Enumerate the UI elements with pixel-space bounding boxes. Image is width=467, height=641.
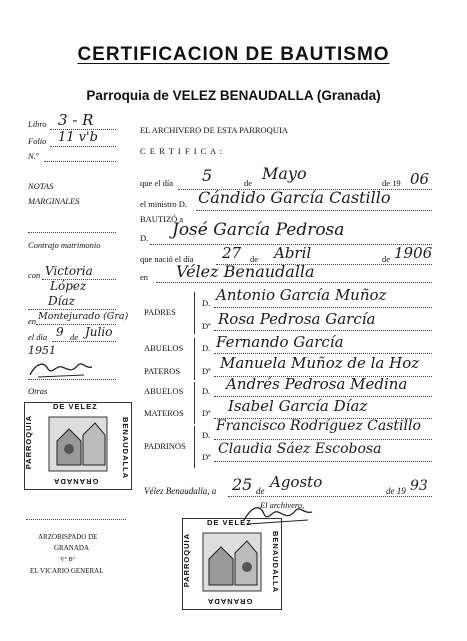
con-label: con: [28, 270, 41, 280]
archivero-heading: EL ARCHIVERO DE ESTA PARROQUIA: [140, 125, 288, 135]
ministro-label: el ministro D.: [140, 199, 187, 209]
mother-prefix: Dª: [202, 321, 211, 331]
child-name: José García Pedrosa: [172, 220, 345, 240]
spouse-surname-2: Díaz: [48, 294, 75, 308]
notas-label: NOTAS: [28, 181, 54, 191]
date-month: Agosto: [270, 473, 323, 491]
marriage-month: Julio: [85, 325, 113, 339]
paternal-grandfather: Fernando García: [216, 333, 344, 351]
birth-year: 1906: [394, 244, 433, 262]
nacio-label: que nació el día: [140, 254, 194, 264]
father-prefix: D.: [202, 298, 211, 308]
granada-label: GRANADA: [54, 544, 89, 552]
godmother-prefix: Dª: [202, 452, 211, 462]
certifica-heading: C E R T I F I C A :: [140, 146, 224, 156]
date-year: 93: [410, 478, 428, 494]
parish-name: Parroquia de VELEZ BENAUDALLA (Granada): [86, 88, 381, 103]
date-prefix: Vélez Benaudalla, a: [144, 486, 217, 496]
mother-name: Rosa Pedrosa García: [218, 310, 376, 328]
minister-name: Cándido García Castillo: [198, 188, 391, 207]
father-name: Antonio García Muñoz: [216, 286, 387, 304]
dia-label: el día: [28, 332, 48, 342]
archbishopric-label: ARZOBISPADO DE: [38, 533, 98, 541]
abuelos-paternos-label: ABUELOS: [144, 343, 184, 353]
godfather-name: Francisco Rodríguez Castillo: [216, 418, 421, 434]
vb-label: Vº Bº: [60, 556, 75, 563]
spouse-first-name: Victoria: [45, 264, 93, 278]
de-label-4: de: [382, 254, 391, 264]
date-de19: de 19: [386, 486, 406, 496]
baptism-year: 06: [410, 170, 430, 188]
materos-label: MATEROS: [144, 408, 184, 418]
archivero-signature-label: El archivero,: [260, 500, 305, 510]
de-label-1: de: [244, 178, 253, 188]
spouse-surname-1: López: [50, 279, 87, 293]
abuelos-maternos-label: ABUELOS: [144, 386, 184, 396]
de-label: de: [70, 332, 79, 342]
de-label-3: de: [250, 254, 259, 264]
mat-gf-prefix: D.: [202, 386, 211, 396]
parish-seal-left: DE VELEZ BENAUDALLA PARROQUIA GRANADA: [24, 402, 132, 490]
marriage-year: 1951: [28, 344, 56, 357]
birth-day: 27: [222, 244, 242, 262]
godfather-prefix: D.: [202, 430, 211, 440]
birth-month: Abril: [274, 244, 312, 262]
marriage-place: Montejurado (Gra): [38, 311, 129, 322]
parish-seal-bottom: DE VELEZ BENAUDALLA PARROQUIA GRANADA: [182, 518, 282, 610]
baptism-day: 5: [202, 166, 213, 185]
date-day: 25: [232, 475, 253, 494]
number-label: N.º: [28, 151, 39, 161]
folio-value: 11 v'b: [58, 130, 98, 145]
padres-label: PADRES: [144, 307, 176, 317]
de19-label: de 19: [382, 178, 401, 188]
pat-gf-prefix: D.: [202, 343, 211, 353]
otras-label: Otras: [28, 386, 48, 396]
paternal-grandmother: Manuela Muñoz de la Hoz: [220, 354, 420, 372]
godmother-name: Claudia Sáez Escobosa: [218, 441, 382, 457]
maternal-grandmother: Isabel García Díaz: [228, 397, 368, 415]
folio-label: Folio: [28, 136, 47, 146]
child-d-label: D.: [140, 233, 149, 243]
que-el-dia-label: que el día: [140, 178, 174, 188]
baptism-month: Mayo: [262, 164, 307, 183]
padrinos-label: PADRINOS: [144, 441, 186, 451]
pateros-label: PATEROS: [144, 366, 181, 376]
vicario-label: EL VICARIO GENERAL: [30, 567, 104, 575]
mat-gm-prefix: Dª: [202, 408, 211, 418]
en-label: en: [28, 316, 37, 326]
libro-label: Libro: [28, 119, 47, 129]
libro-value: 3 - R: [58, 111, 94, 129]
bautizo-label: BAUTIZÓ a: [140, 214, 184, 224]
pat-gm-prefix: Dª: [202, 366, 211, 376]
marriage-day: 9: [56, 325, 64, 339]
certificate-title: CERTIFICACION DE BAUTISMO: [77, 44, 390, 65]
birth-place: Vélez Benaudalla: [176, 262, 315, 281]
marginales-label: MARGINALES: [28, 196, 80, 206]
en-label-body: en: [140, 272, 149, 282]
maternal-grandfather: Andrés Pedrosa Medina: [226, 375, 408, 393]
contrajo-label: Contrajo matrimonio: [28, 240, 101, 250]
date-de: de: [256, 486, 265, 496]
